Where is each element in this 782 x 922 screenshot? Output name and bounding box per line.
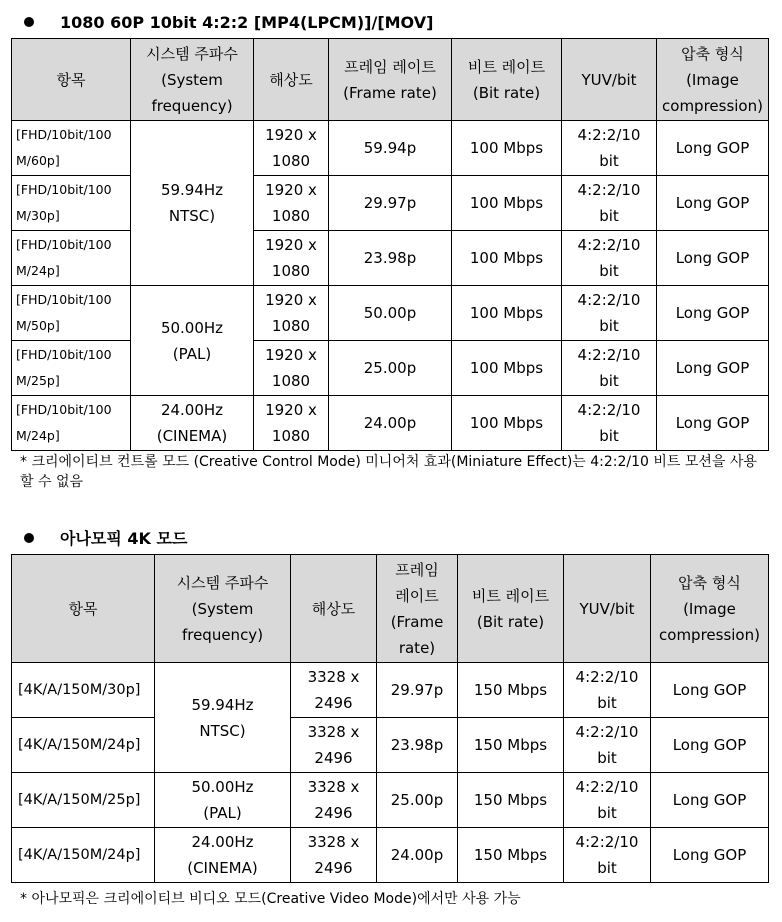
cell-frame-rate: 25.00p	[377, 773, 458, 828]
cell-item: [4K/A/150M/30p]	[12, 663, 155, 718]
cell-resolution: 3328 x 2496	[291, 663, 377, 718]
table-header-row	[12, 39, 769, 121]
cell-frame-rate: 23.98p	[377, 718, 458, 773]
table-row	[12, 341, 769, 396]
cell-yuv-bit: 4:2:2/10 bit	[562, 396, 657, 451]
cell-bit-rate: 100 Mbps	[452, 341, 562, 396]
cell-item: [FHD/10bit/100 M/50p]	[12, 286, 131, 341]
cell-resolution: 1920 x 1080	[254, 231, 329, 286]
cell-compression: Long GOP	[657, 286, 769, 341]
cell-bit-rate: 150 Mbps	[458, 828, 564, 883]
table-row	[12, 773, 769, 828]
cell-system-frequency: 59.94Hz NTSC)	[155, 663, 291, 773]
cell-yuv-bit: 4:2:2/10 bit	[564, 773, 651, 828]
cell-frame-rate: 24.00p	[377, 828, 458, 883]
bullet-icon	[24, 533, 34, 543]
cell-bit-rate: 100 Mbps	[452, 121, 562, 176]
header-frame-rate: 프레임 레이트 (Frame rate)	[329, 39, 452, 121]
cell-resolution: 3328 x 2496	[291, 828, 377, 883]
cell-item: [FHD/10bit/100 M/24p]	[12, 231, 131, 286]
cell-yuv-bit: 4:2:2/10 bit	[562, 176, 657, 231]
cell-resolution: 1920 x 1080	[254, 341, 329, 396]
table-row	[12, 828, 769, 883]
cell-yuv-bit: 4:2:2/10 bit	[564, 718, 651, 773]
header-item: 항목	[12, 39, 131, 121]
cell-item: [FHD/10bit/100 M/60p]	[12, 121, 131, 176]
cell-frame-rate: 59.94p	[329, 121, 452, 176]
cell-bit-rate: 100 Mbps	[452, 176, 562, 231]
header-compression: 압축 형식 (Image compression)	[651, 555, 769, 663]
cell-compression: Long GOP	[651, 663, 769, 718]
header-resolution: 해상도	[291, 555, 377, 663]
cell-resolution: 3328 x 2496	[291, 773, 377, 828]
section-2-heading	[24, 529, 187, 549]
cell-item: [FHD/10bit/100 M/24p]	[12, 396, 131, 451]
cell-resolution: 1920 x 1080	[254, 286, 329, 341]
cell-bit-rate: 100 Mbps	[452, 231, 562, 286]
section-1-heading	[24, 13, 433, 33]
cell-item: [4K/A/150M/25p]	[12, 773, 155, 828]
table-row	[12, 663, 769, 718]
cell-yuv-bit: 4:2:2/10 bit	[562, 286, 657, 341]
cell-item: [4K/A/150M/24p]	[12, 718, 155, 773]
cell-compression: Long GOP	[657, 341, 769, 396]
header-compression: 압축 형식 (Image compression)	[657, 39, 769, 121]
header-bit-rate: 비트 레이트 (Bit rate)	[452, 39, 562, 121]
cell-bit-rate: 150 Mbps	[458, 773, 564, 828]
cell-compression: Long GOP	[657, 231, 769, 286]
section-1-note: * 크리에이티브 컨트롤 모드 (Creative Control Mode) 미니어처 효과(Miniature Effect)는 4:2:2/10 비트 모션을 사용할 수 없음	[20, 454, 757, 490]
cell-yuv-bit: 4:2:2/10 bit	[564, 663, 651, 718]
header-system-frequency: 시스템 주파수 (System frequency)	[131, 39, 254, 121]
table-header-row	[12, 555, 769, 663]
cell-system-frequency: 50.00Hz (PAL)	[155, 773, 291, 828]
section-1-title: 1080 60P 10bit 4:2:2 [MP4(LPCM)]/[MOV]	[60, 13, 434, 32]
cell-compression: Long GOP	[651, 718, 769, 773]
cell-compression: Long GOP	[651, 828, 769, 883]
cell-item: [FHD/10bit/100 M/30p]	[12, 176, 131, 231]
cell-frame-rate: 25.00p	[329, 341, 452, 396]
cell-bit-rate: 100 Mbps	[452, 286, 562, 341]
table-row	[12, 718, 769, 773]
cell-compression: Long GOP	[657, 176, 769, 231]
cell-frame-rate: 29.97p	[377, 663, 458, 718]
table-row	[12, 231, 769, 286]
header-bit-rate: 비트 레이트 (Bit rate)	[458, 555, 564, 663]
cell-compression: Long GOP	[657, 121, 769, 176]
cell-system-frequency: 50.00Hz (PAL)	[131, 286, 254, 396]
video-format-table-1080	[11, 38, 769, 451]
table-row	[12, 396, 769, 451]
header-frame-rate: 프레임 레이트 (Frame rate)	[377, 555, 458, 663]
bullet-icon	[24, 17, 34, 27]
cell-bit-rate: 150 Mbps	[458, 663, 564, 718]
cell-resolution: 1920 x 1080	[254, 176, 329, 231]
header-system-frequency: 시스템 주파수 (System frequency)	[155, 555, 291, 663]
cell-resolution: 1920 x 1080	[254, 121, 329, 176]
cell-yuv-bit: 4:2:2/10 bit	[564, 828, 651, 883]
section-2-note: * 아나모픽은 크리에이티브 비디오 모드(Creative Video Mode)에서만 사용 가능	[20, 891, 521, 907]
cell-compression: Long GOP	[651, 773, 769, 828]
header-item: 항목	[12, 555, 155, 663]
cell-frame-rate: 24.00p	[329, 396, 452, 451]
cell-yuv-bit: 4:2:2/10 bit	[562, 231, 657, 286]
header-yuv-bit: YUV/bit	[562, 39, 657, 121]
cell-system-frequency: 24.00Hz (CINEMA)	[155, 828, 291, 883]
cell-system-frequency: 24.00Hz (CINEMA)	[131, 396, 254, 451]
cell-frame-rate: 50.00p	[329, 286, 452, 341]
cell-yuv-bit: 4:2:2/10 bit	[562, 341, 657, 396]
cell-item: [4K/A/150M/24p]	[12, 828, 155, 883]
table-row	[12, 176, 769, 231]
cell-frame-rate: 29.97p	[329, 176, 452, 231]
cell-bit-rate: 100 Mbps	[452, 396, 562, 451]
table-row	[12, 121, 769, 176]
video-format-table-anamorphic-4k	[11, 554, 769, 883]
cell-resolution: 3328 x 2496	[291, 718, 377, 773]
cell-item: [FHD/10bit/100 M/25p]	[12, 341, 131, 396]
header-yuv-bit: YUV/bit	[564, 555, 651, 663]
cell-compression: Long GOP	[657, 396, 769, 451]
table-row	[12, 286, 769, 341]
header-resolution: 해상도	[254, 39, 329, 121]
section-2-title: 아나모픽 4K 모드	[60, 529, 188, 548]
cell-bit-rate: 150 Mbps	[458, 718, 564, 773]
cell-frame-rate: 23.98p	[329, 231, 452, 286]
cell-yuv-bit: 4:2:2/10 bit	[562, 121, 657, 176]
cell-resolution: 1920 x 1080	[254, 396, 329, 451]
cell-system-frequency: 59.94Hz NTSC)	[131, 121, 254, 286]
